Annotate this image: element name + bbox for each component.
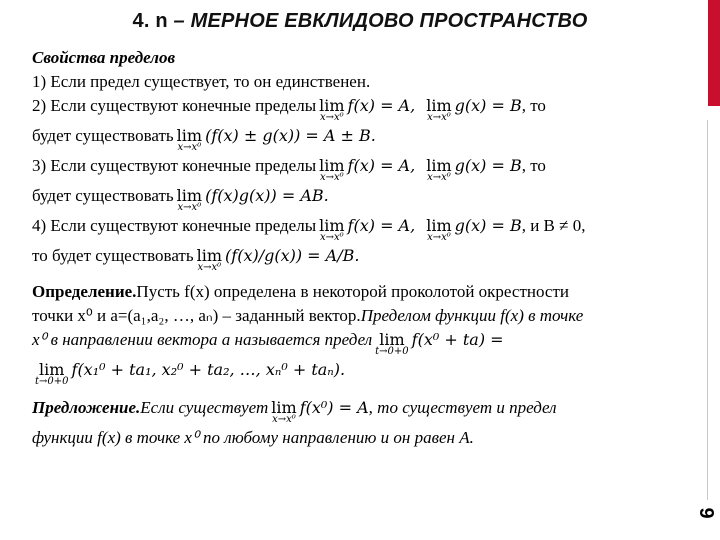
property-4: 4) Если существуют конечные пределы lim x→x⁰ f(x) = A, lim x→x⁰ g(x) = B , и B ≠ 0, xyxy=(32,216,586,243)
lim-operator: lim x→x⁰ xyxy=(319,216,345,243)
definition-line-3: x⁰ в направлении вектора a называется предел lim t→0+0 f(x⁰ + ta) = xyxy=(32,330,504,357)
slide-content xyxy=(32,46,704,450)
divider-line xyxy=(707,120,708,500)
lim-operator: lim x→x⁰ xyxy=(176,186,203,213)
property-3-cont: будет существовать lim x→x⁰ (f(x)g(x)) = AB. xyxy=(32,186,329,213)
page-title xyxy=(0,10,720,33)
definition-line-4: lim t→0+0 f(x₁⁰ + ta₁, x₂⁰ + ta₂, …, xₙ⁰ + taₙ). xyxy=(35,360,346,387)
definition-label: Определение. xyxy=(32,282,137,301)
title-rest: – МЕРНОЕ ЕВКЛИДОВО ПРОСТРАНСТВО xyxy=(167,10,588,32)
lim-operator: lim x→x⁰ xyxy=(176,126,203,153)
lim-operator: lim x→x⁰ xyxy=(426,216,452,243)
property-2: 2) Если существуют конечные пределы lim x→x⁰ f(x) = A, lim x→x⁰ g(x) = B , то xyxy=(32,96,546,123)
lim-operator: lim x→x⁰ xyxy=(426,96,452,123)
properties-heading: Свойства пределов xyxy=(32,48,176,67)
definition-line-1: Определение. Пусть f(x) определена в некоторой проколотой окрестности xyxy=(32,280,704,304)
property-2-cont: будет существовать lim x→x⁰ (f(x) ± g(x)) = A ± B. xyxy=(32,126,376,153)
property-1: 1) Если предел существует, то он единственен. xyxy=(32,72,371,91)
lim-operator: lim t→0+0 xyxy=(35,360,69,387)
definition-line-2: точки x⁰ и a=(a₁,a₂, …, aₙ) – заданный вектор. Пределом функции f(x) в точке xyxy=(32,306,584,325)
lim-operator: lim t→0+0 xyxy=(375,330,409,357)
lim-operator: lim x→x⁰ xyxy=(319,156,345,183)
proposition-line-1: Предложение. Если существует lim x→x⁰ f(x⁰) = A , то существует и предел xyxy=(32,398,557,425)
lim-operator: lim x→x⁰ xyxy=(426,156,452,183)
lim-operator: lim x→x⁰ xyxy=(196,246,223,273)
lim-operator: lim x→x⁰ xyxy=(271,398,297,425)
title-n: 4. n xyxy=(132,10,168,32)
proposition-line-2: функции f(x) в точке x⁰ по любому направлению и он равен A. xyxy=(32,428,474,447)
proposition-label: Предложение. xyxy=(32,398,141,417)
property-3: 3) Если существуют конечные пределы lim x→x⁰ f(x) = A, lim x→x⁰ g(x) = B , то xyxy=(32,156,546,183)
property-4-cont: то будет существовать lim x→x⁰ (f(x)/g(x)) = A/B. xyxy=(32,246,360,273)
lim-operator: lim x→x⁰ xyxy=(319,96,345,123)
accent-bar xyxy=(708,0,720,106)
page-number: 9 xyxy=(695,507,717,519)
